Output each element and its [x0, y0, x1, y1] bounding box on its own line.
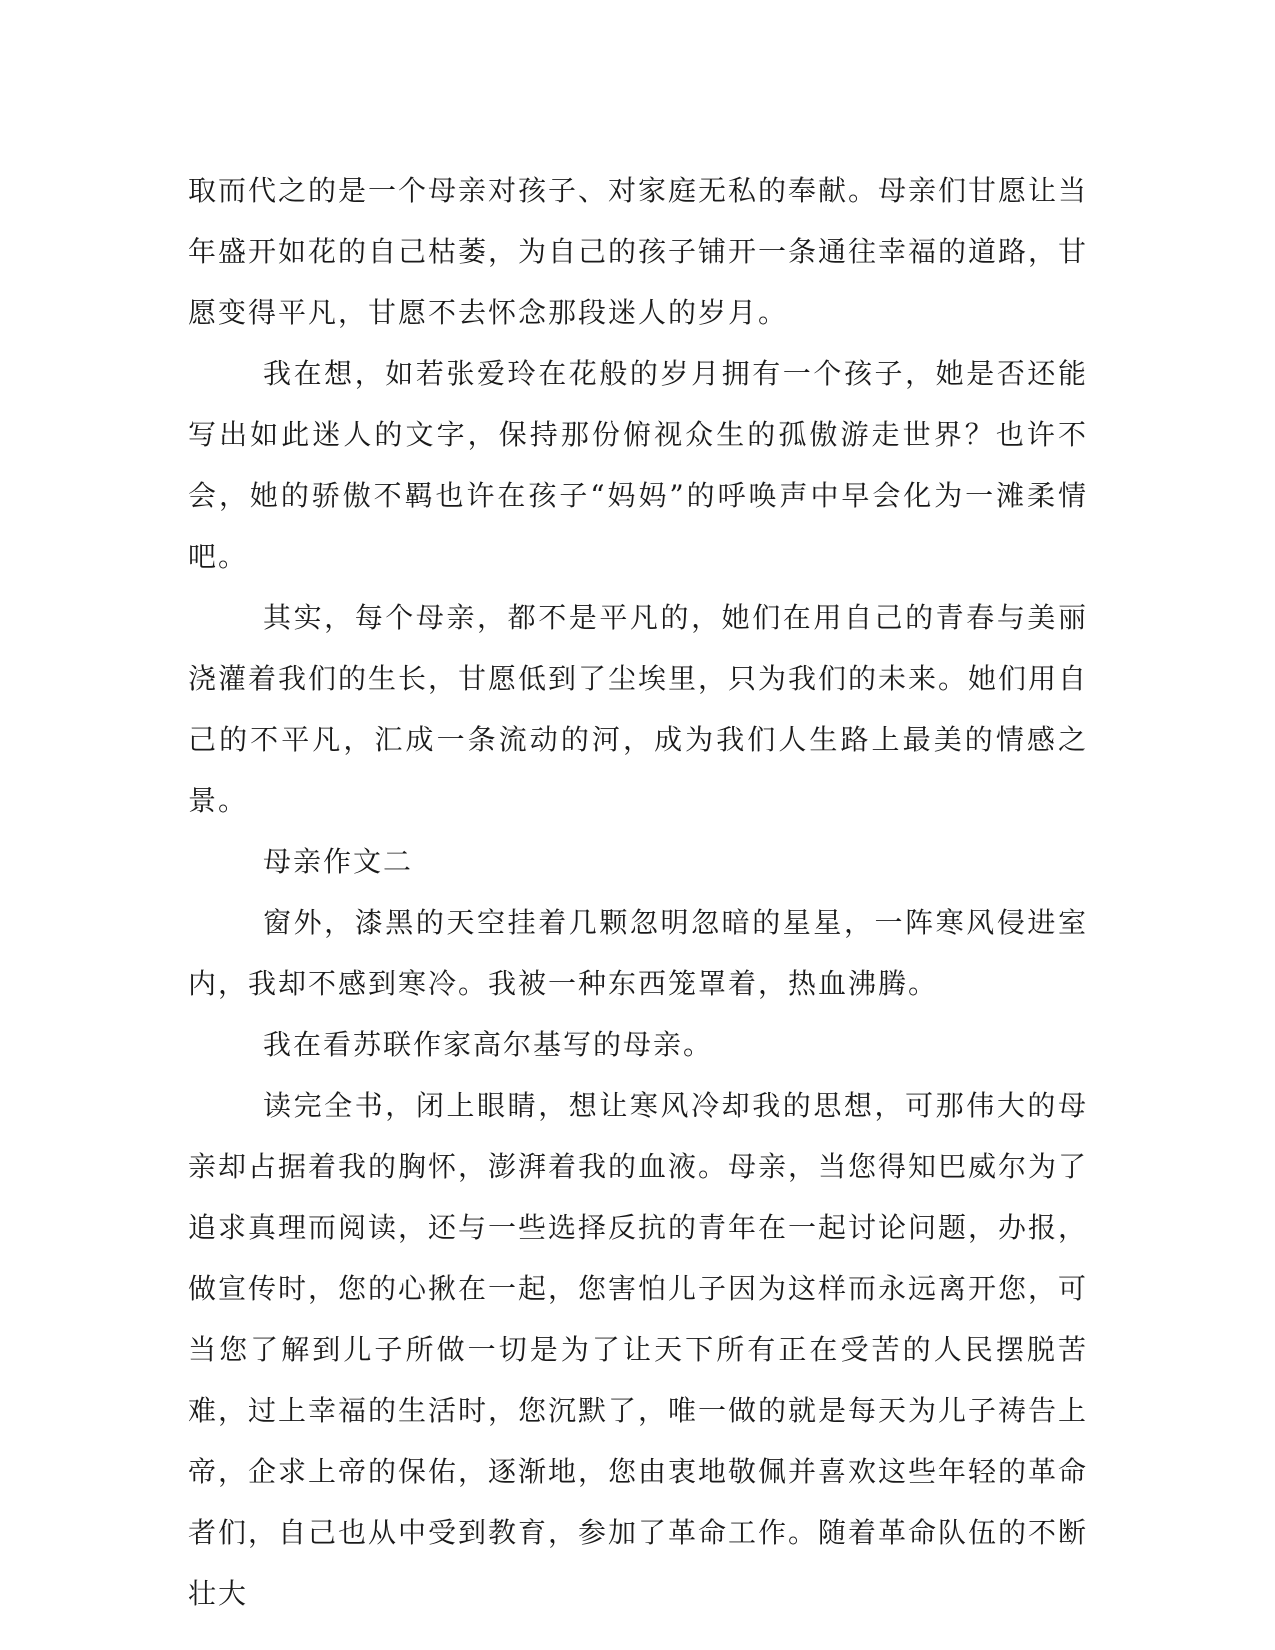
paragraph-5: 我在看苏联作家高尔基写的母亲。: [263, 1028, 714, 1061]
paragraph-6: 读完全书，闭上眼睛，想让寒风冷却我的思想，可那伟大的母亲却占据着我的胸怀，澎湃着我的血液。母亲，当您得知巴威尔为了追求真理而阅读，还与一些选择反抗的青年在一起讨论问题，办报，做宣传时，您的心揪在一起，您害怕儿子因为这样而永远离开您，可当您了解到儿子所做一切是为了让天下所有正在受苦的人民摆脱苦难，过上幸福的生活时，您沉默了，唯一做的就是每天为儿子祷告上帝，企求上帝的保佑，逐渐地，您由衷地敬佩并喜欢这些年轻的革命者们，自己也从中受到教育，参加了革命工作。随着革命队伍的不断壮大: [188, 1089, 1089, 1610]
section-heading: 母亲作文二: [263, 845, 414, 878]
paragraph-2: 我在想，如若张爱玲在花般的岁月拥有一个孩子，她是否还能写出如此迷人的文字，保持那份俯视众生的孤傲游走世界？也许不会，她的骄傲不羁也许在孩子“妈妈”的呼唤声中早会化为一滩柔情吧。: [188, 357, 1088, 573]
paragraph-1: 取而代之的是一个母亲对孩子、对家庭无私的奉献。母亲们甘愿让当年盛开如花的自己枯萎，为自己的孩子铺开一条通往幸福的道路，甘愿变得平凡，甘愿不去怀念那段迷人的岁月。: [188, 174, 1089, 329]
document-body: [188, 160, 1088, 1624]
paragraph-4: 窗外，漆黑的天空挂着几颗忽明忽暗的星星，一阵寒风侵进室内，我却不感到寒冷。我被一种东西笼罩着，热血沸腾。: [188, 906, 1088, 1000]
paragraph-3: 其实，每个母亲，都不是平凡的，她们在用自己的青春与美丽浇灌着我们的生长，甘愿低到了尘埃里，只为我们的未来。她们用自己的不平凡，汇成一条流动的河，成为我们人生路上最美的情感之景。: [188, 601, 1089, 817]
